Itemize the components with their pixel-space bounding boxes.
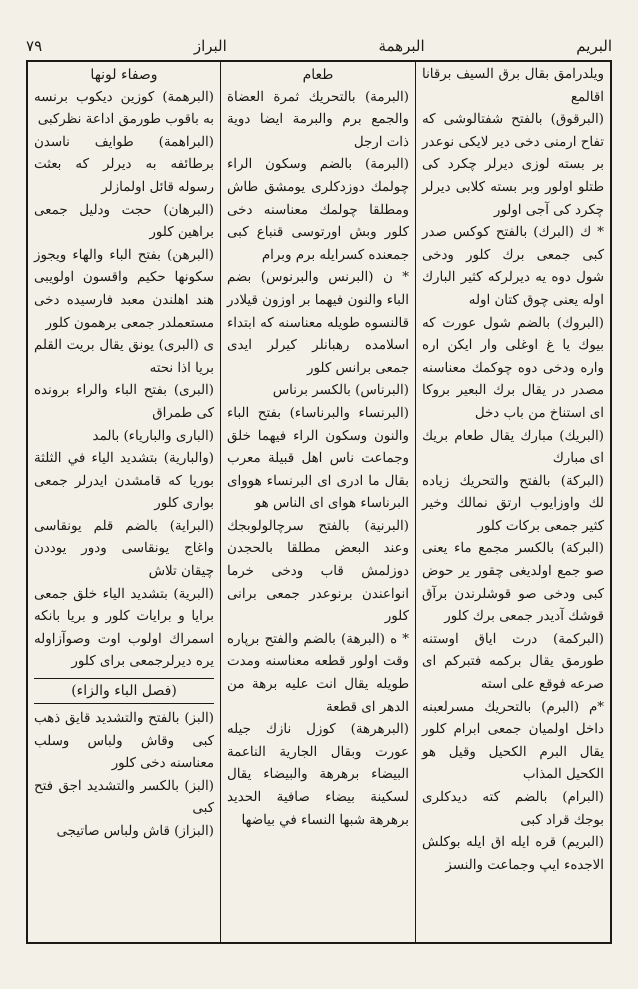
entry: (والبارية) بتشديد الياء في الثلثة بوريا كه قامشدن ايدرلر جمعى بوارى كلور <box>34 451 214 512</box>
entry: (البرام) بالضم كته ديدكلرى بوجك قراد كبى <box>422 790 604 828</box>
entry: (البراية) بالضم قلم يونقاسى واغاج يونقاسى ودور يوددن چيقان تلاش <box>34 518 214 580</box>
entry: (البرهان) حجت ودليل جمعى براهين كلور <box>34 202 214 241</box>
entry: (البركة) بالكسر مجمع ماء يعنى صو جمع اولديغى چقور ير حوض كبى ودخى صو قوشلرندن برآق قوشك آدیدر جمعى برك كلور <box>422 541 604 625</box>
entry: (البريم) قره ايله اق ايله بوكلش الاجدهء ايپ وجماعت والنسز <box>422 835 604 873</box>
entry: (البرناس) بالكسر برناس <box>272 383 409 399</box>
running-head <box>26 34 612 58</box>
entry: (البركمة) درت اياق اوستنه طورمق يقال بركمه فتبركم اى صرعه فوقع على استه <box>422 631 604 693</box>
section-title: (فصل الباء والزاء) <box>34 678 214 704</box>
entry: * ك (البرك) بالفتح كوكس صدر كبى جمعى برك كلور ودخى شول دوه يه ديرلركه كثير البارك اوله يعنى چوق كتان اوله <box>422 225 604 308</box>
entry: (البرى) بفتح الباء والراء برونده كى طمراق <box>34 383 214 421</box>
column-right <box>416 62 610 942</box>
entry: (البرهمة) كوزين ديكوب برنسه به باقوب طورمق اداعة نظركبى <box>34 89 214 128</box>
column-left <box>28 62 221 942</box>
entry: (البزاز) قاش ولباس صاتيجى <box>56 824 214 839</box>
entry: (البز) بالفتح والتشديد قايق ذهب كبى وقاش ولباس وسلب معناسنه دخى كلور <box>34 711 214 772</box>
entry: (البرهن) بفتح الباء والهاء ويجوز سكونها حكيم واقسون اولويبى هند اهلندن معبد فارسيده دخى مستعملدر جمعى برهمون كلور <box>34 247 214 331</box>
entry: * ن (البرنس والبرنوس) بضم الباء والنون فيهما بر اوزون قيلادر قالنسوه طويله معناسنه كه ابتداء اسلامده رهبانلر كيرلر ايدى جمعى برانس كلور <box>227 270 409 376</box>
entry: ويلدرامق بقال برق السيف برقانا اقالمع <box>422 67 604 105</box>
entry: (البارى والبارياء) بالمد <box>92 428 214 444</box>
entry: (البرنساء والبرناساء) بفتح الباء والنون وسكون الراء فيهما خلق وجماعت ناس اهل قبيلة معرب بقال ما ادرى اى البرنساء هوواى البرناساء هواى اى الناس هو <box>227 405 409 512</box>
entry: (البرمة) بالضم وسكون الراء چولمك دوزدكلرى يومشق طاش ومطلقا چولمك معناسنه دخى كلور وبش اورتوسى قنباع كبى جمعنده كسرايله برم وبرام <box>227 157 409 263</box>
entry-continuation: وصفاء لونها <box>90 67 158 83</box>
header-center-word: البرهمة <box>378 37 425 55</box>
column-middle <box>221 62 416 942</box>
three-column-frame <box>26 60 612 944</box>
page-number: ٧٩ <box>26 37 43 55</box>
entry-continuation: طعام <box>302 67 334 83</box>
entry: (البرهرهة) كوزل نازك جيله عورت وبقال الجارية الناعمة البيضاء برهرهة والبيضاء يقال لسكينة بيضاء صافية الحديد برهرهة شبها النساء في بياضها <box>227 722 409 828</box>
header-right-word: البريم <box>576 37 612 55</box>
entry: (البراهمة) طوايف ناسدن برطائفه به ديرلر كه بعثت رسوله قائل اولمازلر <box>34 134 214 195</box>
entry: (البريك) مبارك يقال طعام بريك اى مبارك <box>422 428 604 467</box>
entry: ى (البرى) يونق يقال بريت القلم بريا اذا نحته <box>34 338 214 376</box>
entry: *م (البرم) بالتحريك مسرلعبنه داخل اولميان جمعى ابرام كلور يقال البرم الكحيل وقيل هو الكحيل المذاب <box>422 699 604 783</box>
entry: (البرية) بتشديد الياء خلق جمعى برايا و برايات كلور و بريا بانكه اسمراك اولوب اوت وصوآزاوله يره ديرلرجمعى براى كلور <box>34 586 214 670</box>
entry: (البرمة) بالتحريك ثمرة العضاة والجمع برم والبرمة ايضا دوية ذات ارجل <box>227 89 409 150</box>
entry: (البرنية) بالفتح سرچالولوبجك وعند البعض مطلقا بالحجدن دوزلمش قاب ودخى خرما انواعندن برنوعدر جمعى برانى كلور <box>227 518 409 625</box>
entry: (البركة) بالفتح والتحريك زياده لك واوزايوب ارتق نمالك وخير كثير جمعى بركات كلور <box>422 473 604 534</box>
entry: (البز) بالكسر والتشديد اجق فتح كبى <box>34 778 214 817</box>
entry: (البرقوق) بالفتح شفتالوشى كه تفاح ارمنى دخى دير لايكى نوعدر بر بسته لوزى ديرلر چكرد كى طتلو اولور وبر بسته كلابى ديرلر چكرد كى آجى اولور <box>422 112 604 218</box>
entry: * ه (البرهة) بالضم والفتح برپاره وقت اولور قطعه معناسنه ومدت طويله يقال انت عليه برهة من الدهر اى قطعة <box>227 631 409 715</box>
header-left-word: البراز <box>193 37 227 55</box>
entry: (البروك) بالضم شول عورت كه بيوك يا غ اوغلى وار ايكن اره واره ودخى دوه چوكمك معناسنه مصدر در يقال برك البعير بروكا اى استناخ من باب دخل <box>422 315 604 421</box>
